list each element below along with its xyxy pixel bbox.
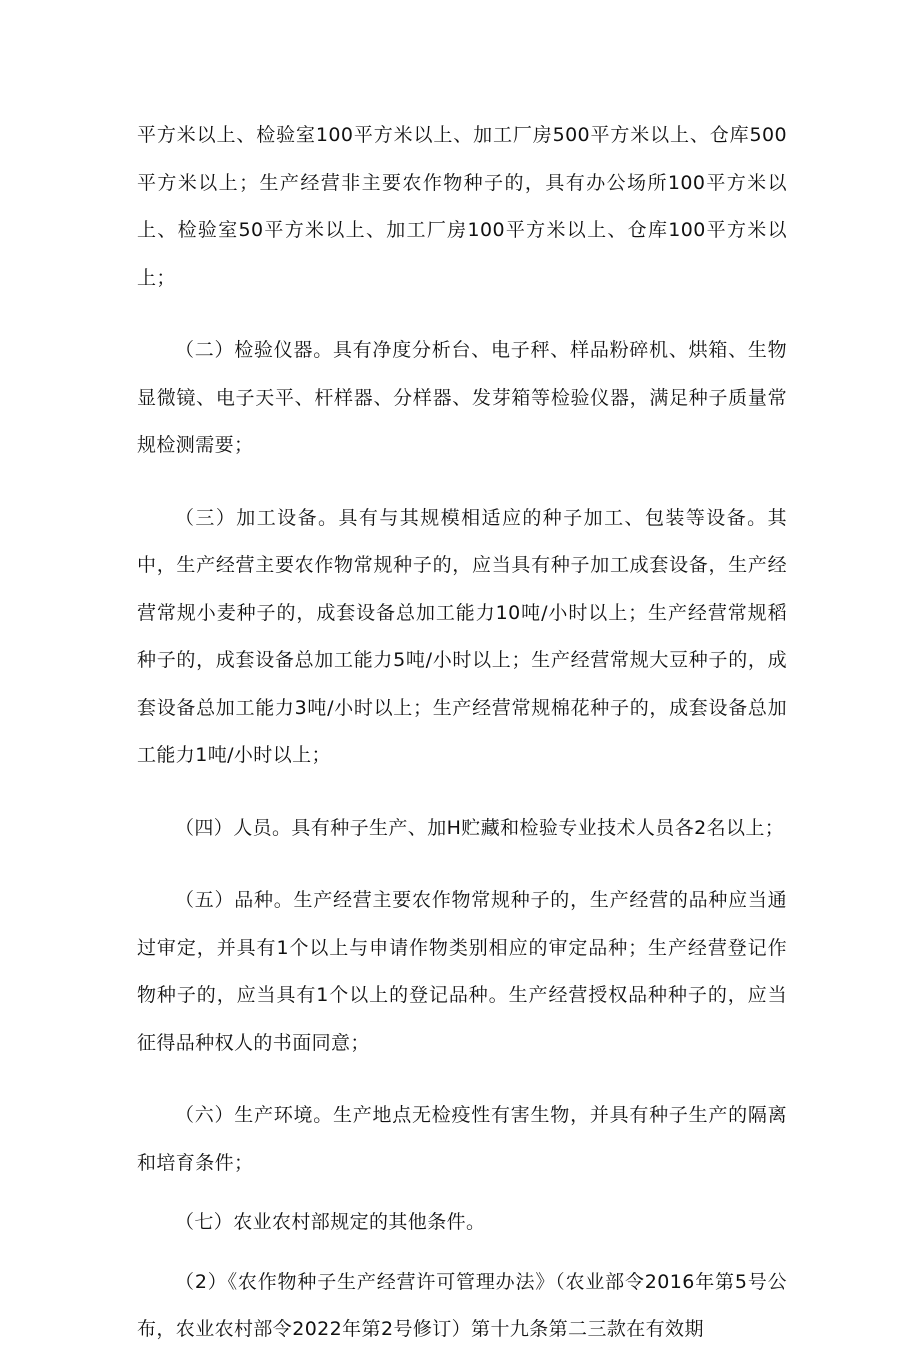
paragraph-processing-equipment: （三）加工设备。具有与其规模相适应的种子加工、包装等设备。其中，生产经营主要农作物常规种子的，应当具有种子加工成套设备，生产经营常规小麦种子的，成套设备总加工能力10吨/小时以上；生产经营常规稻种子的，成套设备总加工能力5吨/小时以上；生产经营常规大豆种子的，成套设备总加工能力3吨/小时以上；生产经营常规棉花种子的，成套设备总加工能力1吨/小时以上；	[137, 506, 787, 766]
paragraph-personnel: （四）人员。具有种子生产、加H贮藏和检验专业技术人员各2名以上；	[175, 816, 785, 839]
paragraph-varieties: （五）品种。生产经营主要农作物常规种子的，生产经营的品种应当通过审定，并具有1个以上与申请作物类别相应的审定品种；生产经营登记作物种子的，应当具有1个以上的登记品种。生产经营授权品种种子的，应当征得品种权人的书面同意；	[137, 889, 787, 1054]
paragraph-inspection-instruments: （二）检验仪器。具有净度分析台、电子秤、样品粉碎机、烘箱、生物显微镜、电子天平、杆样器、分样器、发芽箱等检验仪器，满足种子质量常规检测需要；	[137, 339, 787, 456]
paragraph-production-environment: （六）生产环境。生产地点无检疫性有害生物，并具有种子生产的隔离和培育条件；	[137, 1104, 787, 1174]
document-body	[137, 112, 787, 1354]
paragraph-regulation-citation: （2）《农作物种子生产经营许可管理办法》（农业部令2016年第5号公布，农业农村部令2022年第2号修订）第十九条第二三款在有效期	[137, 1270, 787, 1340]
paragraph-area-requirements: 平方米以上、检验室100平方米以上、加工厂房500平方米以上、仓库500平方米以上；生产经营非主要农作物种子的，具有办公场所100平方米以上、检验室50平方米以上、加工厂房100平方米以上、仓库100平方米以上；	[137, 124, 787, 289]
paragraph-other-conditions: （七）农业农村部规定的其他条件。	[175, 1211, 486, 1233]
